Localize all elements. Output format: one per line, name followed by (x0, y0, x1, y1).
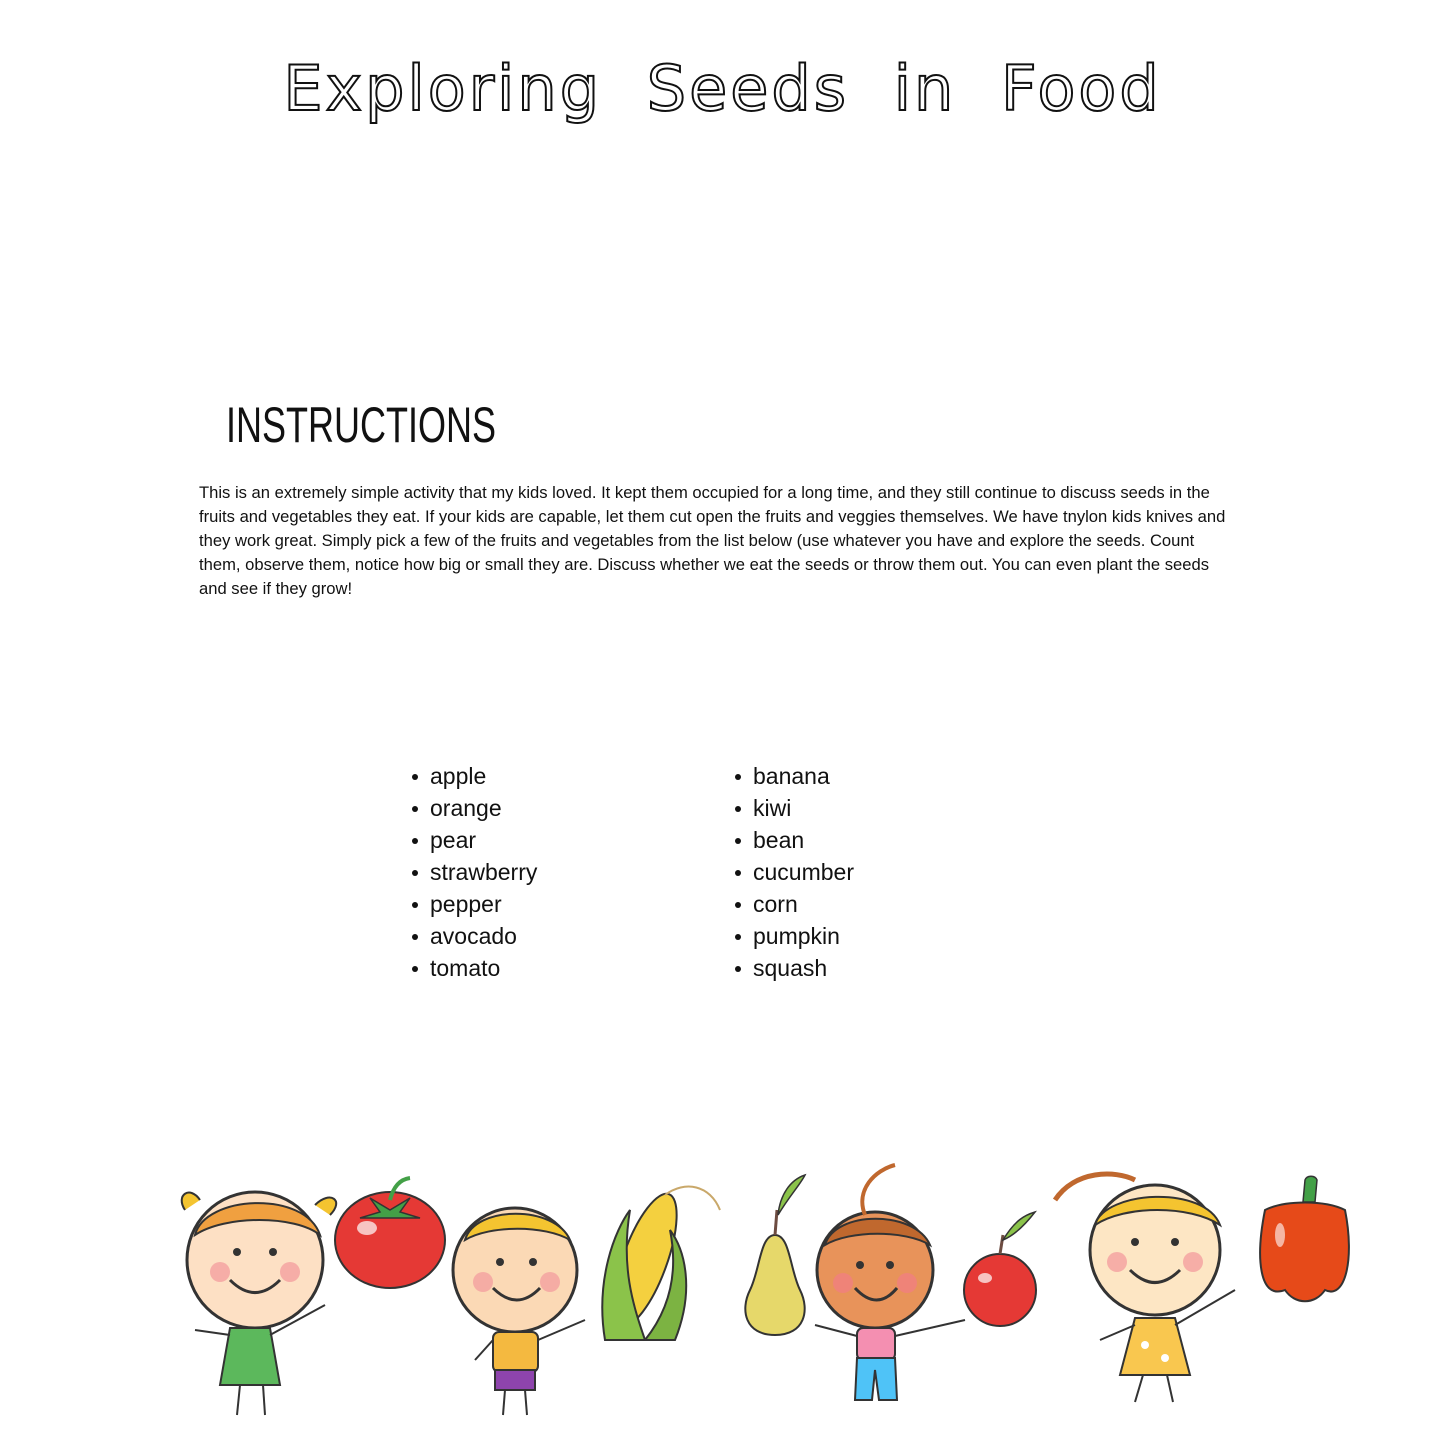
pear-icon (745, 1175, 805, 1335)
list-item: cucumber (735, 856, 854, 888)
corn-icon (600, 1187, 720, 1340)
kid-icon (815, 1165, 965, 1400)
list-item: bean (735, 824, 854, 856)
list-item: pear (412, 824, 537, 856)
list-item: banana (735, 760, 854, 792)
food-list-left (412, 760, 537, 984)
list-item: apple (412, 760, 537, 792)
instructions-heading: INSTRUCTIONS (226, 397, 496, 453)
list-item: corn (735, 888, 854, 920)
list-item: strawberry (412, 856, 537, 888)
bell-pepper-icon (1260, 1176, 1349, 1301)
apple-icon (964, 1212, 1036, 1326)
kid-icon (1055, 1174, 1235, 1402)
page-title: Exploring Seeds in Food (283, 52, 1162, 125)
kids-and-food-illustration (175, 1140, 1365, 1430)
list-item: orange (412, 792, 537, 824)
list-item: pepper (412, 888, 537, 920)
tomato-icon (335, 1178, 445, 1288)
kid-icon (182, 1192, 337, 1415)
food-list-right (735, 760, 854, 984)
list-item: kiwi (735, 792, 854, 824)
list-item: pumpkin (735, 920, 854, 952)
instructions-paragraph: This is an extremely simple activity that my kids loved. It kept them occupied for a long time, and they still continue to discuss seeds in the fruits and vegetables they eat. If your kids are capable, let them cut open the fruits and veggies themselves. We have tnylon kids knives and they work great. Simply pick a few of the fruits and vegetables from the list below (use whatever you have and explore the seeds. Count them, observe them, notice how big or small they are. Discuss whether we eat the seeds or throw them out. You can even plant the seeds and see if they grow! (199, 483, 1226, 598)
kid-icon (453, 1208, 585, 1415)
list-item: squash (735, 952, 854, 984)
list-item: avocado (412, 920, 537, 952)
list-item: tomato (412, 952, 537, 984)
